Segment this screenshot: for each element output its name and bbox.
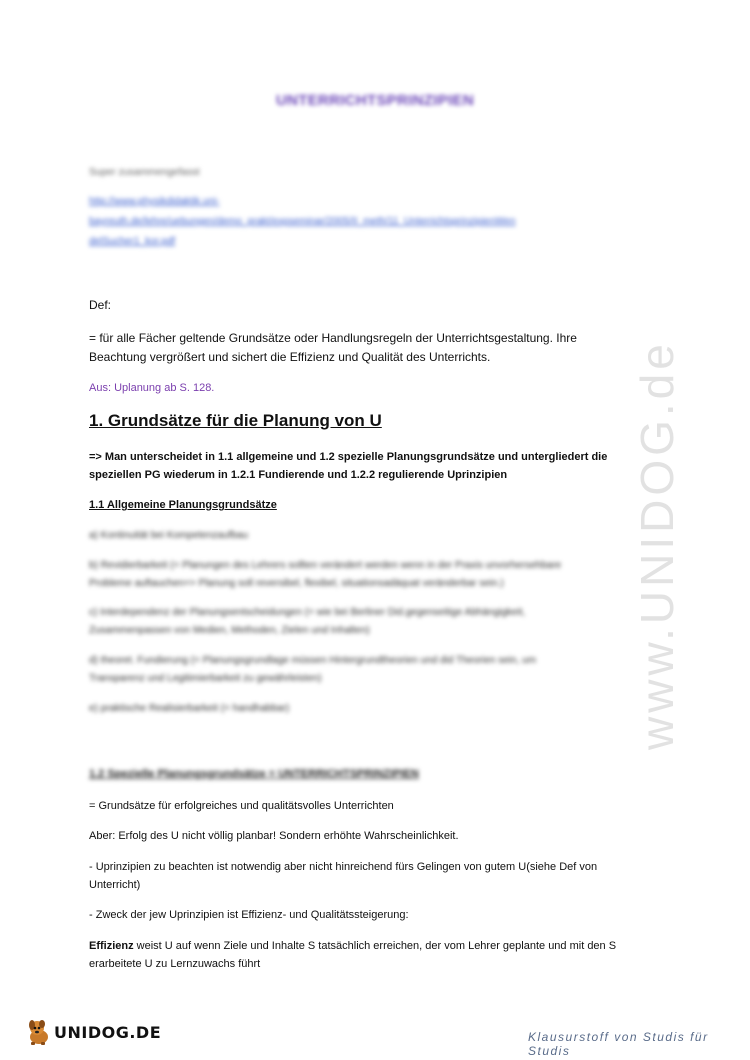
effizienz-label: Effizienz [89, 940, 134, 952]
list-item: Transparenz und Legitimierbarkeit zu gewährleisten) [89, 673, 322, 684]
effizienz-text: weist U auf wenn Ziele und Inhalte S tatsächlich erreichen, der vom Lehrer geplante und mit den S [133, 940, 617, 952]
definition-label: Def: [89, 298, 112, 312]
definition-line-1: = für alle Fächer geltende Grundsätze oder Handlungsregeln der Unterrichtsgestaltung. Ihre [89, 331, 577, 345]
section-1-1-heading: 1.1 Allgemeine Planungsgrundsätze [89, 499, 277, 511]
dog-icon [24, 1017, 54, 1047]
section-1-intro-line-2: speziellen PG wiederum in 1.2.1 Fundierende und 1.2.2 regulierende Uprinzipien [89, 469, 508, 481]
footer-slogan: Klausurstoff von Studis für Studis [528, 1030, 709, 1058]
list-item: b) Revidierbarkeit (= Planungen des Lehrers sollten verändert werden wenn in der Praxis unvorhersehbare [89, 560, 562, 571]
bullet-1-line-1: - Uprinzipien zu beachten ist notwendig aber nicht hinreichend fürs Gelingen von gutem U(siehe Def von [89, 861, 598, 873]
list-item: e) praktische Realisierbarkeit (= handhabbar) [89, 703, 290, 714]
source-link-line-2[interactable]: bayreuth.de/lehre/uebungen/demo_prakt/expseminar/2005/II_meth/11_UnterrichtsprinzipienWen [89, 216, 516, 227]
subtitle: Super zusammengefasst [89, 167, 200, 178]
section-1-2-heading: 1.2 Spezielle Planungsgrundsätze = UNTERRICHTSPRINZIPIEN [89, 768, 419, 780]
effizienz-line-1 [89, 937, 659, 955]
bullet-1-line-2: Unterricht) [89, 879, 141, 891]
watermark: www.UNIDOG.de [631, 340, 683, 750]
logo-text: UNIDOG.DE [54, 1022, 162, 1042]
source-link-line-3[interactable]: delSucher1_kor.pdf [89, 236, 176, 247]
list-item: c) Interdependenz der Planungsentscheidungen (= wie bei Berliner Did.gegenseitige Abhängigkeit, [89, 607, 526, 618]
section-1-2-line-1: = Grundsätze für erfolgreiches und qualitätsvolles Unterrichten [89, 800, 394, 812]
document-title: UNTERRICHTSPRINZIPIEN [276, 92, 474, 109]
definition-line-2: Beachtung vergrößert und sichert die Effizienz und Qualität des Unterrichts. [89, 350, 491, 364]
effizienz-line-2: erarbeitete U zu Lernzuwachs führt [89, 958, 261, 970]
section-1-heading: 1. Grundsätze für die Planung von U [89, 411, 382, 430]
section-1-intro-line-1: => Man unterscheidet in 1.1 allgemeine und 1.2 spezielle Planungsgrundsätze und untergliedert die [89, 451, 608, 463]
list-item: Zusammenpassen von Medien, Methoden, Zielen und Inhalten) [89, 625, 370, 636]
section-1-2-line-2: Aber: Erfolg des U nicht völlig planbar! Sondern erhöhte Wahrscheinlichkeit. [89, 830, 459, 842]
bullet-2: - Zweck der jew Uprinzipien ist Effizienz- und Qualitätssteigerung: [89, 909, 409, 921]
source-reference: Aus: Uplanung ab S. 128. [89, 382, 215, 394]
list-item: d) theoret. Fundierung (= Planungsgrundlage müssen Hintergrundtheorien und did Theorien sein, um [89, 655, 537, 666]
list-item: Probleme auftauchen=> Planung soll reversibel, flexibel, situationsadäquat veränderbar sein.) [89, 578, 504, 589]
unidog-logo [24, 1017, 161, 1047]
source-link-line-1[interactable]: http://www.physikdidaktik.uni- [89, 196, 220, 207]
list-item: a) Kontinuität bei Kompetenzaufbau [89, 530, 248, 541]
